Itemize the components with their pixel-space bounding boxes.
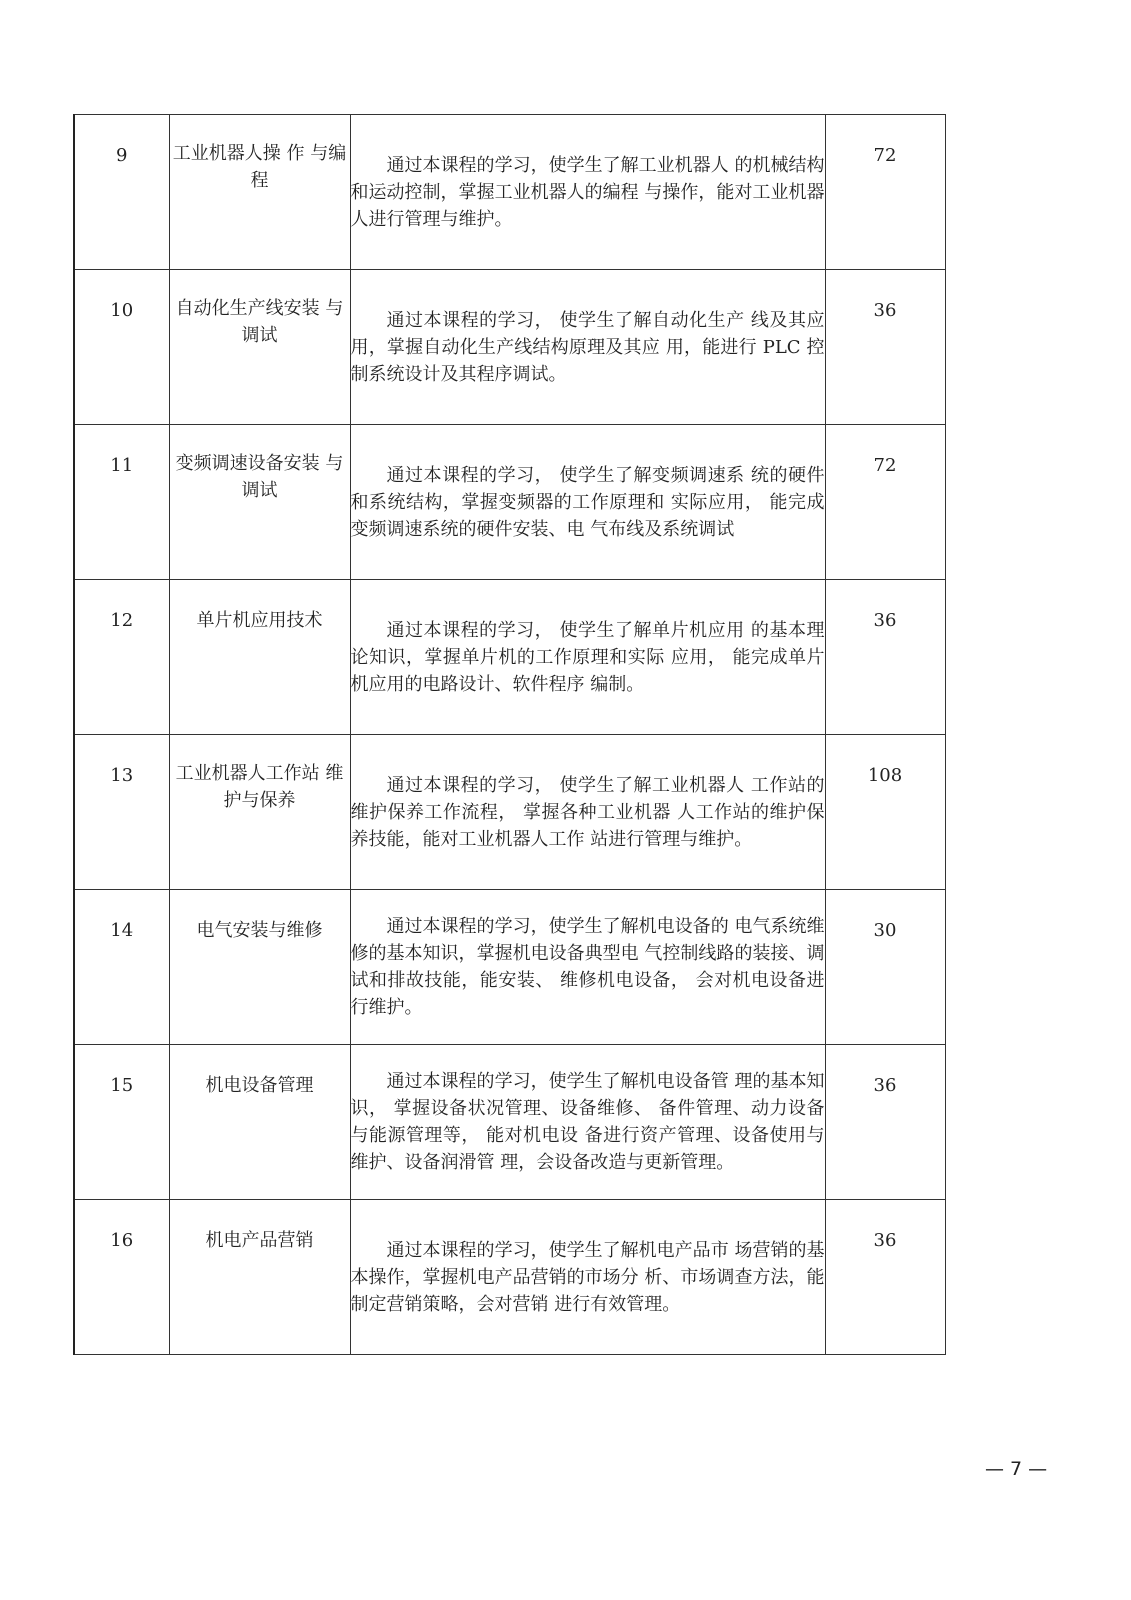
table-row — [74, 890, 945, 1045]
course-name: 单片机应用技术 — [196, 610, 323, 631]
course-name: 工业机器人操 作 与编 程 — [172, 143, 347, 191]
course-hours: 36 — [873, 1075, 897, 1096]
course-hours-cell — [825, 1045, 945, 1200]
course-description: 通过本课程的学习，使学生了解工业机器人 的机械结构和运动控制，掌握工业机器人的编程 与操作，能对工业机器人进行管理与维护。 — [350, 154, 825, 230]
course-number: 12 — [110, 610, 134, 631]
course-description-cell — [350, 115, 825, 270]
course-name-cell — [169, 735, 350, 890]
course-hours: 36 — [873, 1230, 897, 1251]
course-name-cell — [169, 1045, 350, 1200]
course-description-cell — [350, 1200, 825, 1355]
course-hours-cell — [825, 425, 945, 580]
table-row — [74, 425, 945, 580]
course-name: 电气安装与维修 — [196, 920, 323, 941]
course-name-cell — [169, 425, 350, 580]
course-hours-cell — [825, 115, 945, 270]
course-name: 工业机器人工作站 维 护与保养 — [175, 763, 344, 811]
course-hours-cell — [825, 1200, 945, 1355]
course-description-cell — [350, 425, 825, 580]
course-name-cell — [169, 270, 350, 425]
course-name: 变频调速设备安装 与 调试 — [175, 453, 344, 501]
course-number: 9 — [116, 145, 128, 166]
course-number-cell — [74, 270, 169, 425]
table-row — [74, 115, 945, 270]
course-description: 通过本课程的学习， 使学生了解变频调速系 统的硬件和系统结构，掌握变频器的工作原理和 实际应用， 能完成变频调速系统的硬件安装、电 气布线及系统调试 — [350, 464, 825, 540]
course-name: 机电设备管理 — [205, 1075, 314, 1096]
course-number-cell — [74, 1045, 169, 1200]
course-hours: 108 — [867, 765, 903, 786]
course-description-cell — [350, 890, 825, 1045]
table-row — [74, 270, 945, 425]
course-hours: 72 — [873, 455, 897, 476]
course-description-cell — [350, 580, 825, 735]
course-hours-cell — [825, 735, 945, 890]
course-name-cell — [169, 1200, 350, 1355]
course-description: 通过本课程的学习，使学生了解机电产品市 场营销的基本操作，掌握机电产品营销的市场分 析、市场调查方法，能制定营销策略，会对营销 进行有效管理。 — [350, 1239, 825, 1315]
table-row — [74, 1045, 945, 1200]
course-name: 机电产品营销 — [205, 1230, 314, 1251]
course-hours: 36 — [873, 610, 897, 631]
table-row — [74, 1200, 945, 1355]
course-number-cell — [74, 735, 169, 890]
course-hours-cell — [825, 270, 945, 425]
course-description-cell — [350, 1045, 825, 1200]
course-hours: 36 — [873, 300, 897, 321]
course-number: 11 — [110, 455, 134, 476]
course-name-cell — [169, 890, 350, 1045]
course-name-cell — [169, 115, 350, 270]
course-description: 通过本课程的学习， 使学生了解单片机应用 的基本理论知识，掌握单片机的工作原理和实际 应用， 能完成单片机应用的电路设计、软件程序 编制。 — [350, 619, 825, 695]
course-number-cell — [74, 115, 169, 270]
course-description-cell — [350, 735, 825, 890]
table-row — [74, 735, 945, 890]
course-number-cell — [74, 1200, 169, 1355]
course-description: 通过本课程的学习， 使学生了解工业机器人 工作站的维护保养工作流程， 掌握各种工业机器 人工作站的维护保养技能，能对工业机器人工作 站进行管理与维护。 — [350, 774, 825, 850]
course-name: 自动化生产线安装 与 调试 — [175, 298, 344, 346]
course-number-cell — [74, 580, 169, 735]
course-number-cell — [74, 890, 169, 1045]
course-description-cell — [350, 270, 825, 425]
course-hours-cell — [825, 890, 945, 1045]
course-description: 通过本课程的学习，使学生了解机电设备管 理的基本知识， 掌握设备状况管理、设备维修、 备件管理、动力设备与能源管理等， 能对机电设 备进行资产管理、设备使用与维护、设备润滑管 理，会设备改造与更新管理。 — [350, 1071, 825, 1173]
course-hours: 72 — [873, 145, 897, 166]
course-number: 14 — [110, 920, 134, 941]
course-number: 13 — [110, 765, 134, 786]
page-number: — 7 — — [985, 1458, 1048, 1480]
course-number: 10 — [110, 300, 134, 321]
course-hours-cell — [825, 580, 945, 735]
course-description: 通过本课程的学习，使学生了解机电设备的 电气系统维修的基本知识，掌握机电设备典型电 气控制线路的装接、调试和排故技能，能安装、 维修机电设备， 会对机电设备进行维护。 — [350, 916, 825, 1018]
course-hours: 30 — [873, 920, 897, 941]
course-number-cell — [74, 425, 169, 580]
course-number: 16 — [110, 1230, 134, 1251]
course-number: 15 — [110, 1075, 134, 1096]
course-table — [73, 114, 946, 1355]
course-description: 通过本课程的学习， 使学生了解自动化生产 线及其应用，掌握自动化生产线结构原理及其应 用，能进行 PLC 控制系统设计及其程序调试。 — [350, 309, 825, 385]
course-name-cell — [169, 580, 350, 735]
table-row — [74, 580, 945, 735]
